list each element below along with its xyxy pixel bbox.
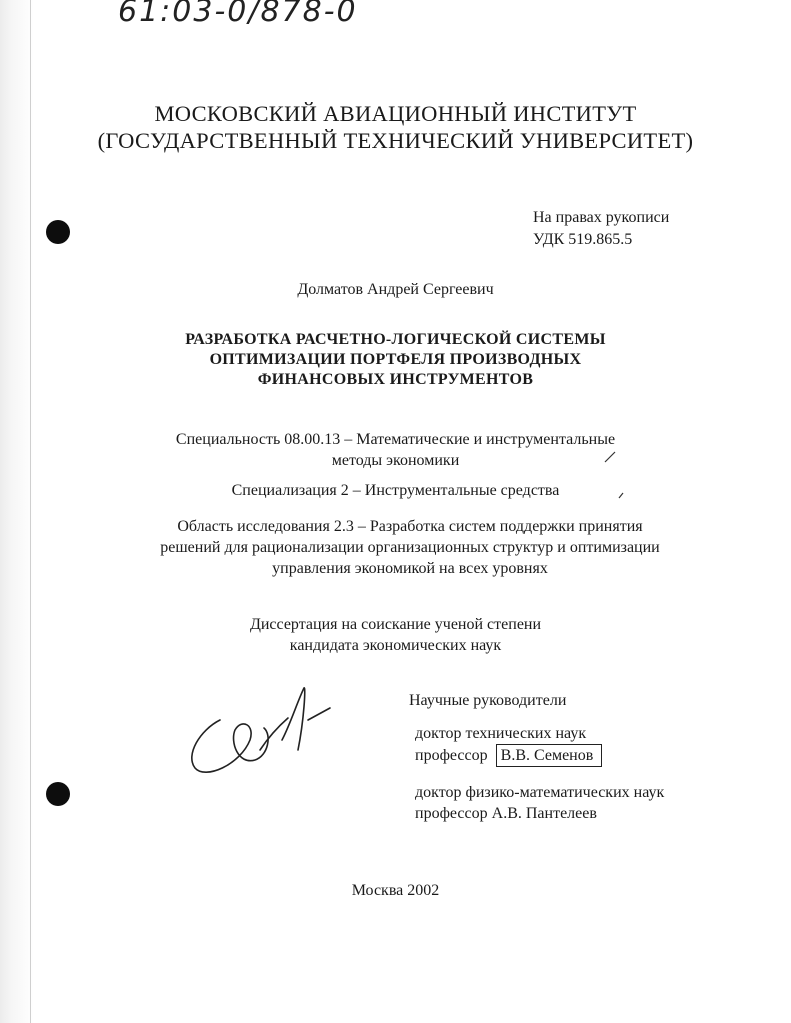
supervisor-second	[415, 782, 664, 824]
institute-subtitle: (ГОСУДАРСТВЕННЫЙ ТЕХНИЧЕСКИЙ УНИВЕРСИТЕТ)	[97, 128, 694, 153]
thesis-title	[0, 330, 791, 390]
institute-header	[0, 100, 791, 154]
specialty-block	[0, 429, 791, 471]
specialty-line: методы экономики	[331, 452, 460, 469]
supervisor-degree: доктор физико-математических наук	[415, 784, 665, 801]
supervisors-heading: Научные руководители	[409, 692, 567, 709]
pen-tick-mark	[603, 450, 617, 464]
thesis-title-line: РАЗРАБОТКА РАСЧЕТНО-ЛОГИЧЕСКОЙ СИСТЕМЫ	[185, 331, 606, 348]
pen-tick-mark	[616, 488, 630, 502]
supervisor-first	[415, 723, 602, 767]
dissertation-degree-block	[0, 614, 791, 656]
supervisor-rank-name: профессор А.В. Пантелеев	[415, 805, 597, 822]
author-signature	[180, 680, 340, 790]
specialty-line: Специальность 08.00.13 – Математические и инструментальные	[175, 431, 616, 448]
supervisor-degree: доктор технических наук	[415, 725, 587, 742]
manuscript-rights-block	[533, 207, 669, 251]
thesis-title-line: ФИНАНСОВЫХ ИНСТРУМЕНТОВ	[257, 371, 534, 388]
supervisor-rank-row	[415, 744, 602, 767]
research-area-line: решений для рационализации организационных структур и оптимизации	[160, 539, 660, 556]
archive-code: 61:03-0/878-0	[118, 0, 358, 29]
research-area-block	[130, 516, 690, 579]
udc-code: УДК 519.865.5	[533, 231, 633, 248]
research-area-line: управления экономикой на всех уровнях	[272, 560, 548, 577]
punch-hole-bottom	[46, 782, 70, 806]
dissertation-line: кандидата экономических наук	[289, 637, 502, 654]
supervisor-rank: профессор	[415, 747, 488, 764]
supervisor-name-box: В.В. Семенов	[496, 744, 603, 767]
research-area-line: Область исследования 2.3 – Разработка систем поддержки принятия	[177, 518, 643, 535]
manuscript-rights: На правах рукописи	[533, 209, 670, 226]
author-name: Долматов Андрей Сергеевич	[297, 281, 494, 298]
thesis-title-line: ОПТИМИЗАЦИИ ПОРТФЕЛЯ ПРОИЗВОДНЫХ	[209, 351, 582, 368]
institute-name: МОСКОВСКИЙ АВИАЦИОННЫЙ ИНСТИТУТ	[154, 101, 637, 126]
punch-hole-top	[46, 220, 70, 244]
city-year: Москва 2002	[351, 882, 440, 899]
specialization: Специализация 2 – Инструментальные средства	[231, 482, 560, 499]
dissertation-line: Диссертация на соискание ученой степени	[249, 616, 542, 633]
